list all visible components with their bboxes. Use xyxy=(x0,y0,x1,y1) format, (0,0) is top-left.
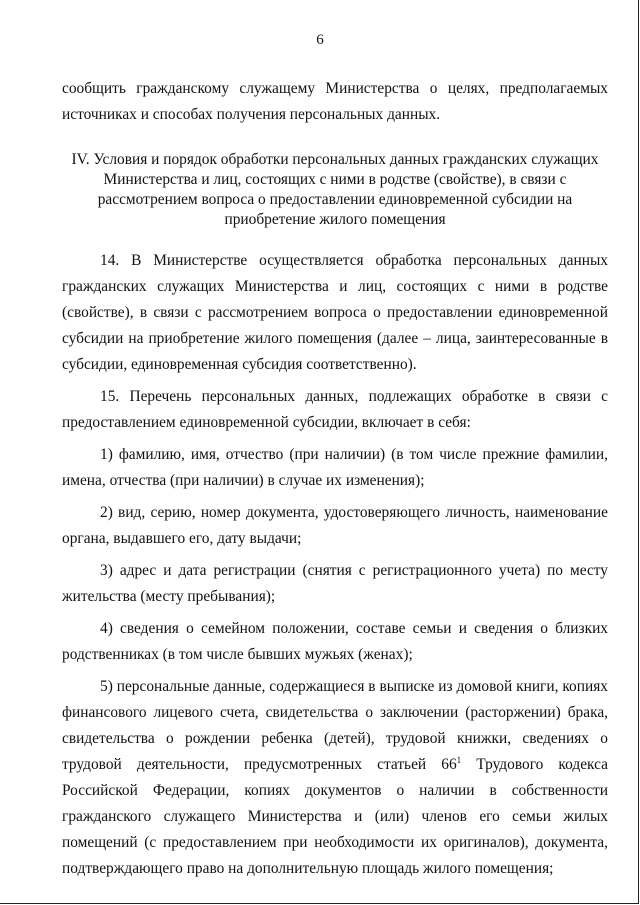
footnote-superscript: 1 xyxy=(456,755,462,765)
paragraph-15: 15. Перечень персональных данных, подлежащих обработке в связи с предоставлением единовременной субсидии, включает в себя: xyxy=(62,388,608,431)
list-item-5 xyxy=(62,674,608,882)
intro-paragraph: сообщить гражданскому служащему Министерства о целях, предполагаемых источниках и способах получения персональных данных. xyxy=(62,80,608,123)
list-item-2: 2) вид, серию, номер документа, удостоверяющего личность, наименование органа, выдавшего его, дату выдачи; xyxy=(62,504,608,547)
page-number: 6 xyxy=(316,32,324,48)
list-item-5-text-b: Трудового кодекса Российской Федерации, копиях документов о наличии в собственности гражданского служащего Министерства и (или) членов его семьи жилых помещений (с предоставлением при необходимости их оригиналов), документа, подтверждающего право на дополнительную площадь жилого помещения; xyxy=(62,756,608,877)
section-heading: IV. Условия и порядок обработки персональных данных гражданских служащих Министерства и лиц, состоящих с ними в родстве (свойстве), в связи с рассмотрением вопроса о предоставлении единовременной субсидии на приобретение жилого помещения xyxy=(71,151,599,228)
paragraph-14: 14. В Министерстве осуществляется обработка персональных данных гражданских служащих Министерства и лиц, состоящих с ними в родстве (свойстве), в связи с рассмотрением вопроса о предоставлении единовременной субсидии на приобретение жилого помещения (далее – лица, заинтересованные в субсидии, единовременная субсидия соответственно). xyxy=(62,252,608,373)
list-item-1: 1) фамилию, имя, отчество (при наличии) (в том числе прежние фамилии, имена, отчества (при наличии) в случае их изменения); xyxy=(62,446,608,489)
list-item-5-text-a: 5) персональные данные, содержащиеся в выписке из домовой книги, копиях финансового лицевого счета, свидетельства о заключении (расторжении) брака, свидетельства о рождении ребенка (детей), трудовой книжки, сведениях о трудовой деятельности, предусмотренных статьей 66 xyxy=(62,678,608,773)
list-item-3: 3) адрес и дата регистрации (снятия с регистрационного учета) по месту жительства (месту пребывания); xyxy=(62,562,608,605)
list-item-4: 4) сведения о семейном положении, составе семьи и сведения о близких родственниках (в том числе бывших мужьях (женах); xyxy=(62,620,608,663)
document-body xyxy=(62,76,608,882)
